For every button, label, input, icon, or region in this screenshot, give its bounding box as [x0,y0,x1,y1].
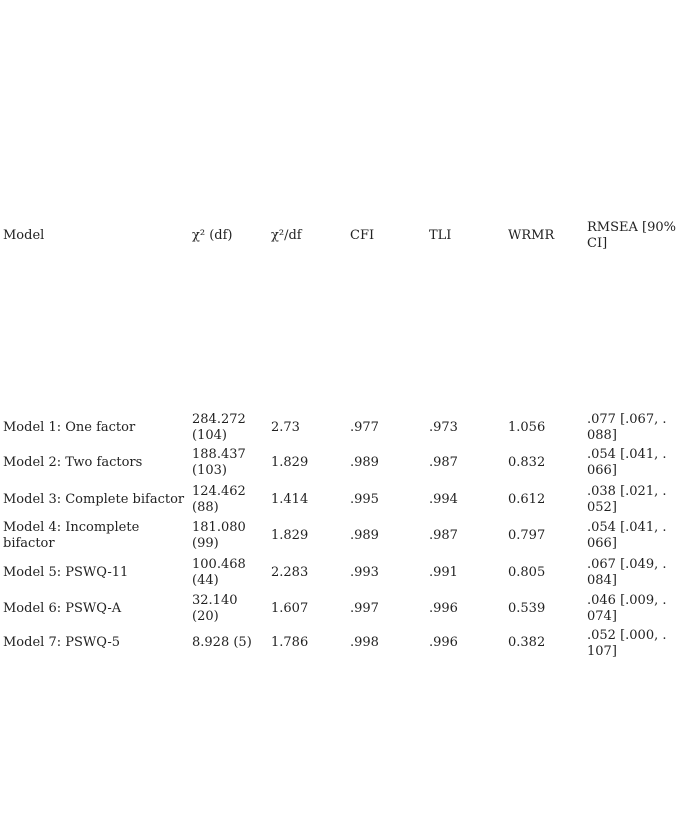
row-5-rmsea-1: .067 [.049, . [587,557,667,572]
row-5-tli: .991 [429,565,458,580]
row-1-ratio: 2.73 [271,420,300,435]
row-4-chi-df: (99) [192,536,219,551]
row-4-tli: .987 [429,528,458,543]
row-7-model: Model 7: PSWQ-5 [3,635,121,650]
row-6-model: Model 6: PSWQ-A [3,601,122,616]
row-3-wrmr: 0.612 [508,492,546,507]
row-7-wrmr: 0.382 [508,635,546,650]
row-7-rmsea-1: .052 [.000, . [587,628,667,643]
row-1-model: Model 1: One factor [3,420,136,435]
row-1-wrmr: 1.056 [508,420,546,435]
header-wrmr: WRMR [508,228,555,243]
row-7-tli: .996 [429,635,458,650]
row-6-ratio: 1.607 [271,601,309,616]
row-4-wrmr: 0.797 [508,528,546,543]
row-1-cfi: .977 [350,420,379,435]
row-6-wrmr: 0.539 [508,601,546,616]
row-2-model: Model 2: Two factors [3,455,143,470]
row-1-chi-df: (104) [192,428,227,443]
row-5-wrmr: 0.805 [508,565,546,580]
row-2-chi-df: (103) [192,463,227,478]
row-2-chi-value: 188.437 [192,447,246,462]
row-2-ratio: 1.829 [271,455,309,470]
header-cfi: CFI [350,228,375,243]
row-1-rmsea-1: .077 [.067, . [587,412,667,427]
row-4-rmsea-1: .054 [.041, . [587,520,667,535]
row-6-rmsea-2: 074] [587,609,617,624]
row-1-tli: .973 [429,420,458,435]
header-model: Model [3,228,45,243]
row-3-rmsea-2: 052] [587,500,617,515]
row-4-model-2: bifactor [3,536,55,551]
row-7-cfi: .998 [350,635,379,650]
row-5-cfi: .993 [350,565,379,580]
row-3-rmsea-1: .038 [.021, . [587,484,667,499]
row-2-tli: .987 [429,455,458,470]
row-2-wrmr: 0.832 [508,455,546,470]
row-3-ratio: 1.414 [271,492,309,507]
row-3-chi-value: 124.462 [192,484,246,499]
row-3-tli: .994 [429,492,458,507]
row-4-cfi: .989 [350,528,379,543]
row-5-ratio: 2.283 [271,565,309,580]
header-chi-square: χ² (df) [192,228,233,243]
row-4-model-1: Model 4: Incomplete [3,520,140,535]
row-7-ratio: 1.786 [271,635,309,650]
row-6-cfi: .997 [350,601,379,616]
row-5-model: Model 5: PSWQ-11 [3,565,129,580]
row-2-cfi: .989 [350,455,379,470]
row-1-chi-value: 284.272 [192,412,246,427]
row-5-rmsea-2: 084] [587,573,617,588]
row-7-chi: 8.928 (5) [192,635,252,650]
row-3-model: Model 3: Complete bifactor [3,492,185,507]
row-3-chi-df: (88) [192,500,219,515]
header-chi-ratio: χ²/df [271,228,302,243]
row-2-rmsea-1: .054 [.041, . [587,447,667,462]
row-3-cfi: .995 [350,492,379,507]
header-rmsea: RMSEA [90% CI] [587,220,676,251]
row-6-chi-value: 32.140 [192,593,238,608]
row-5-chi-df: (44) [192,573,219,588]
row-4-chi-value: 181.080 [192,520,246,535]
row-2-rmsea-2: 066] [587,463,617,478]
row-5-chi-value: 100.468 [192,557,246,572]
row-6-rmsea-1: .046 [.009, . [587,593,667,608]
row-1-rmsea-2: 088] [587,428,617,443]
row-4-ratio: 1.829 [271,528,309,543]
row-4-rmsea-2: 066] [587,536,617,551]
row-6-tli: .996 [429,601,458,616]
header-tli: TLI [429,228,452,243]
row-6-chi-df: (20) [192,609,219,624]
row-7-rmsea-2: 107] [587,644,617,659]
